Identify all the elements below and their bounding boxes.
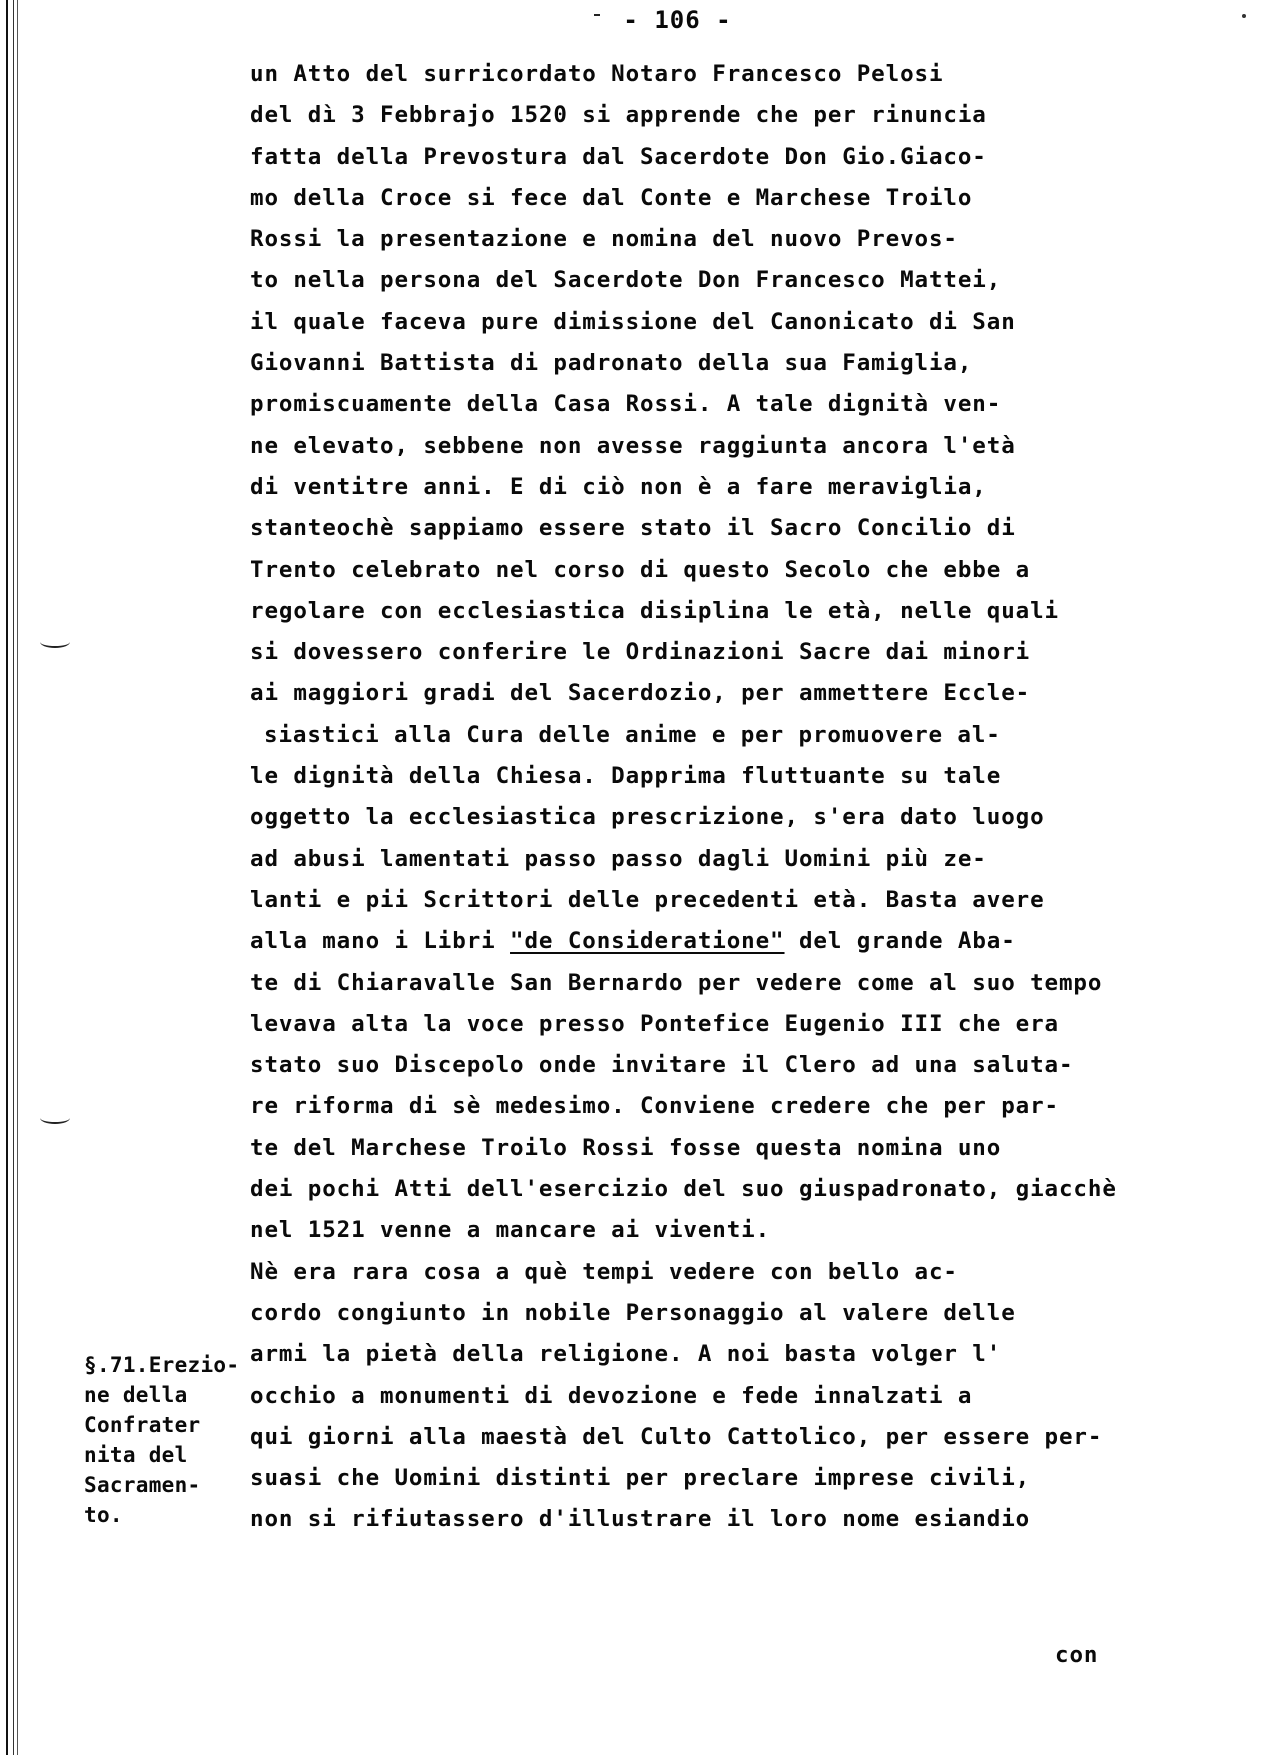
text-line: Giovanni Battista di padronato della sua Famiglia, [250, 350, 973, 377]
text-line: siastici alla Cura delle anime e per promuovere al- [264, 721, 1001, 748]
binding-edge-line [17, 0, 18, 1755]
text-line: le dignità della Chiesa. Dapprima fluttuante su tale [250, 763, 1002, 790]
text-line: te del Marchese Troilo Rossi fosse questa nomina uno [250, 1134, 1002, 1161]
text-line: lanti e pii Scrittori delle precedenti età. Basta avere [250, 886, 1045, 913]
text-line: regolare con ecclesiastica disiplina le età, nelle quali [250, 597, 1059, 624]
page-number: - 106 - [623, 6, 732, 34]
text-line: suasi che Uomini distinti per preclare imprese civili, [250, 1465, 1031, 1492]
text-line: to nella persona del Sacerdote Don Francesco Mattei, [250, 267, 1002, 294]
text-line: dei pochi Atti dell'esercizio del suo giuspadronato, giacchè [250, 1176, 1117, 1203]
text-line: Rossi la presentazione e nomina del nuovo Prevos- [250, 226, 958, 253]
margin-note-line: to. [84, 1503, 123, 1527]
text-line: si dovessero conferire le Ordinazioni Sacre dai minori [250, 639, 1031, 666]
text-line: non si rifiutassero d'illustrare il loro nome esiandio [250, 1506, 1031, 1533]
underlined-book-title: "de Consideratione" [510, 928, 785, 955]
margin-note-line: ne della [84, 1383, 188, 1407]
margin-tick-mark [40, 1112, 70, 1124]
text-line: fatta della Prevostura dal Sacerdote Don Gio.Giaco- [250, 143, 987, 170]
text-line: ne elevato, sebbene non avesse raggiunta ancora l'età [250, 432, 1016, 459]
text-line: re riforma di sè medesimo. Conviene credere che per par- [250, 1093, 1059, 1120]
binding-edge-line [6, 0, 8, 1755]
text-line: Trento celebrato nel corso di questo Secolo che ebbe a [250, 556, 1031, 583]
text-line: il quale faceva pure dimissione del Canonicato di San [250, 308, 1016, 335]
text-line: del dì 3 Febbrajo 1520 si apprende che per rinuncia [250, 102, 987, 129]
margin-note-line: nita del [84, 1443, 188, 1467]
text-line: stanteochè sappiamo essere stato il Sacro Concilio di [250, 515, 1016, 542]
margin-note-line: Sacramen- [84, 1473, 201, 1497]
binding-edge-line [13, 0, 14, 1755]
margin-note [84, 1350, 254, 1530]
margin-note-line: §.71.Erezio- [84, 1353, 240, 1377]
text-line: cordo congiunto in nobile Personaggio al valere delle [250, 1299, 1016, 1326]
body-text [250, 54, 1190, 1541]
text-line: stato suo Discepolo onde invitare il Clero ad una saluta- [250, 1052, 1074, 1079]
catchword: con [1055, 1642, 1099, 1668]
text-line: nel 1521 venne a mancare ai viventi. [250, 1217, 771, 1244]
text-line: occhio a monumenti di devozione e fede innalzati a [250, 1382, 973, 1409]
text-line: mo della Croce si fece dal Conte e Marchese Troilo [250, 184, 973, 211]
text-line: qui giorni alla maestà del Culto Cattolico, per essere per- [250, 1423, 1103, 1450]
text-line: levava alta la voce presso Pontefice Eugenio III che era [250, 1010, 1059, 1037]
text-line: promiscuamente della Casa Rossi. A tale dignità ven- [250, 391, 1002, 418]
text-line: oggetto la ecclesiastica prescrizione, s'era dato luogo [250, 804, 1045, 831]
text-line: te di Chiaravalle San Bernardo per vedere come al suo tempo [250, 969, 1103, 996]
margin-tick-mark [40, 636, 70, 648]
text-line-with-underlined-title: alla mano i Libri "de Consideratione" del grande Aba- [250, 928, 1016, 955]
text-line: armi la pietà della religione. A noi basta volger l' [250, 1341, 1002, 1368]
margin-note-line: Confrater [84, 1413, 201, 1437]
text-line: un Atto del surricordato Notaro Francesco Pelosi [250, 61, 944, 87]
text-line: ai maggiori gradi del Sacerdozio, per ammettere Eccle- [250, 680, 1031, 707]
text-line: di ventitre anni. E di ciò non è a fare meraviglia, [250, 473, 987, 500]
text-line: ad abusi lamentati passo passo dagli Uomini più ze- [250, 845, 987, 872]
text-line: Nè era rara cosa a què tempi vedere con bello ac- [250, 1258, 958, 1285]
